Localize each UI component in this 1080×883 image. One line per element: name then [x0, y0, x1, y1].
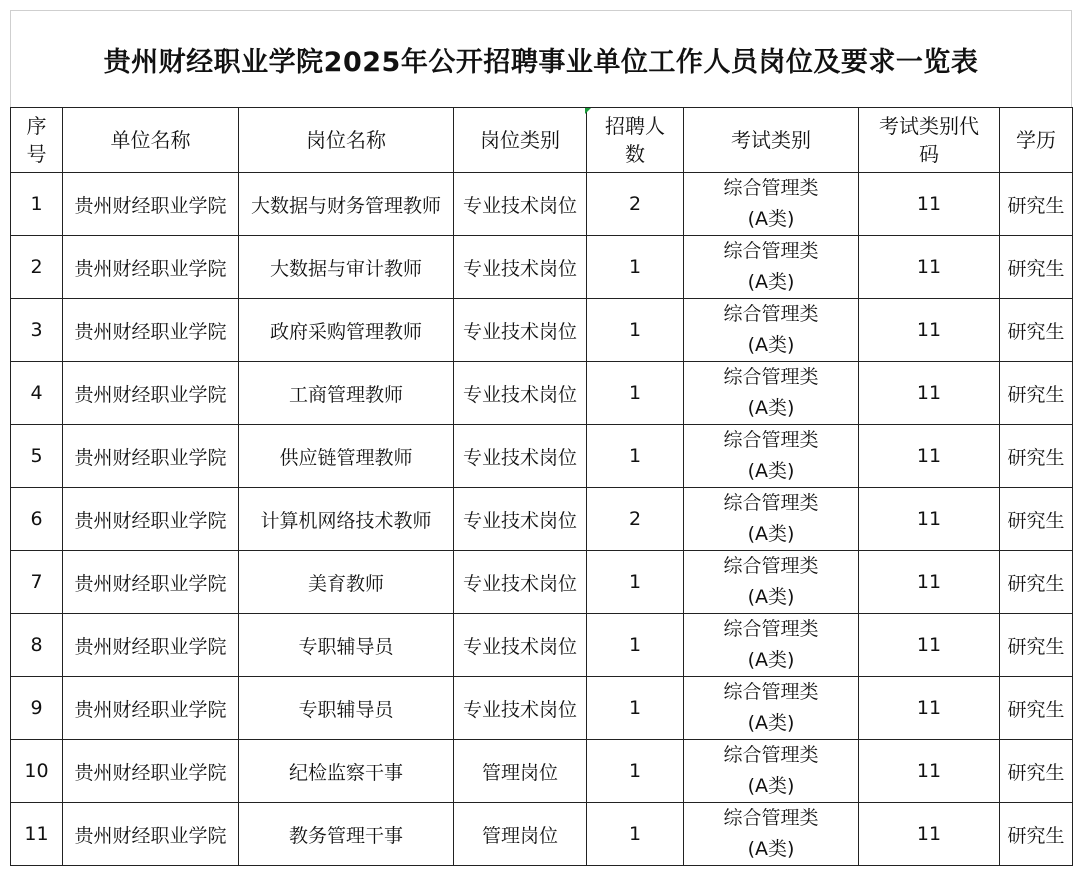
cell-position[interactable]: 工商管理教师	[239, 362, 454, 425]
cell-exam-code[interactable]: 11	[859, 362, 1000, 425]
cell-exam-type[interactable]: 综合管理类 (A类)	[684, 740, 859, 803]
cell-count[interactable]: 1	[587, 803, 684, 866]
cell-position[interactable]: 政府采购管理教师	[239, 299, 454, 362]
cell-education[interactable]: 研究生	[1000, 173, 1073, 236]
cell-no[interactable]: 5	[11, 425, 63, 488]
cell-exam-type[interactable]: 综合管理类 (A类)	[684, 614, 859, 677]
cell-count[interactable]: 1	[587, 299, 684, 362]
cell-category[interactable]: 管理岗位	[454, 740, 587, 803]
cell-exam-type[interactable]: 综合管理类 (A类)	[684, 677, 859, 740]
header-education[interactable]: 学历	[1000, 108, 1073, 173]
cell-education[interactable]: 研究生	[1000, 803, 1073, 866]
cell-category[interactable]: 专业技术岗位	[454, 551, 587, 614]
cell-unit[interactable]: 贵州财经职业学院	[63, 488, 239, 551]
cell-exam-type[interactable]: 综合管理类 (A类)	[684, 425, 859, 488]
cell-category[interactable]: 专业技术岗位	[454, 299, 587, 362]
cell-unit[interactable]: 贵州财经职业学院	[63, 740, 239, 803]
cell-unit[interactable]: 贵州财经职业学院	[63, 362, 239, 425]
table-row	[11, 362, 1073, 425]
table-row	[11, 677, 1073, 740]
cell-education[interactable]: 研究生	[1000, 551, 1073, 614]
cell-position[interactable]: 计算机网络技术教师	[239, 488, 454, 551]
cell-education[interactable]: 研究生	[1000, 488, 1073, 551]
cell-position[interactable]: 供应链管理教师	[239, 425, 454, 488]
cell-no[interactable]: 6	[11, 488, 63, 551]
cell-no[interactable]: 9	[11, 677, 63, 740]
cell-unit[interactable]: 贵州财经职业学院	[63, 614, 239, 677]
cell-education[interactable]: 研究生	[1000, 677, 1073, 740]
cell-exam-code[interactable]: 11	[859, 236, 1000, 299]
header-exam-type[interactable]: 考试类别	[684, 108, 859, 173]
cell-unit[interactable]: 贵州财经职业学院	[63, 551, 239, 614]
header-unit[interactable]: 单位名称	[63, 108, 239, 173]
cell-no[interactable]: 8	[11, 614, 63, 677]
table-row	[11, 425, 1073, 488]
table-row	[11, 488, 1073, 551]
cell-category[interactable]: 专业技术岗位	[454, 677, 587, 740]
cell-category[interactable]: 管理岗位	[454, 803, 587, 866]
cell-exam-type[interactable]: 综合管理类 (A类)	[684, 362, 859, 425]
cell-unit[interactable]: 贵州财经职业学院	[63, 677, 239, 740]
cell-position[interactable]: 大数据与审计教师	[239, 236, 454, 299]
table-row	[11, 614, 1073, 677]
cell-education[interactable]: 研究生	[1000, 362, 1073, 425]
cell-count[interactable]: 1	[587, 425, 684, 488]
cell-comment-marker	[585, 108, 591, 114]
header-exam-code[interactable]: 考试类别代 码	[859, 108, 1000, 173]
cell-no[interactable]: 3	[11, 299, 63, 362]
cell-position[interactable]: 专职辅导员	[239, 677, 454, 740]
cell-education[interactable]: 研究生	[1000, 740, 1073, 803]
cell-exam-type[interactable]: 综合管理类 (A类)	[684, 299, 859, 362]
cell-exam-type[interactable]: 综合管理类 (A类)	[684, 236, 859, 299]
cell-exam-type[interactable]: 综合管理类 (A类)	[684, 173, 859, 236]
cell-category[interactable]: 专业技术岗位	[454, 173, 587, 236]
table-row	[11, 299, 1073, 362]
header-count[interactable]: 招聘人 数	[587, 108, 684, 173]
cell-education[interactable]: 研究生	[1000, 236, 1073, 299]
cell-exam-code[interactable]: 11	[859, 614, 1000, 677]
cell-category[interactable]: 专业技术岗位	[454, 488, 587, 551]
cell-unit[interactable]: 贵州财经职业学院	[63, 236, 239, 299]
cell-category[interactable]: 专业技术岗位	[454, 614, 587, 677]
cell-count[interactable]: 1	[587, 362, 684, 425]
cell-exam-code[interactable]: 11	[859, 551, 1000, 614]
cell-exam-code[interactable]: 11	[859, 740, 1000, 803]
cell-position[interactable]: 专职辅导员	[239, 614, 454, 677]
spreadsheet	[10, 10, 1072, 866]
cell-education[interactable]: 研究生	[1000, 425, 1073, 488]
table-row	[11, 803, 1073, 866]
cell-position[interactable]: 美育教师	[239, 551, 454, 614]
cell-education[interactable]: 研究生	[1000, 614, 1073, 677]
cell-education[interactable]: 研究生	[1000, 299, 1073, 362]
cell-exam-code[interactable]: 11	[859, 803, 1000, 866]
cell-exam-type[interactable]: 综合管理类 (A类)	[684, 803, 859, 866]
cell-exam-code[interactable]: 11	[859, 299, 1000, 362]
page-title: 贵州财经职业学院2025年公开招聘事业单位工作人员岗位及要求一览表	[103, 46, 979, 78]
cell-unit[interactable]: 贵州财经职业学院	[63, 173, 239, 236]
cell-exam-code[interactable]: 11	[859, 173, 1000, 236]
cell-no[interactable]: 2	[11, 236, 63, 299]
cell-unit[interactable]: 贵州财经职业学院	[63, 425, 239, 488]
cell-exam-code[interactable]: 11	[859, 425, 1000, 488]
cell-unit[interactable]: 贵州财经职业学院	[63, 299, 239, 362]
cell-category[interactable]: 专业技术岗位	[454, 362, 587, 425]
table-row	[11, 173, 1073, 236]
cell-category[interactable]: 专业技术岗位	[454, 236, 587, 299]
positions-table	[10, 107, 1073, 866]
table-row	[11, 740, 1073, 803]
cell-exam-code[interactable]: 11	[859, 488, 1000, 551]
cell-no[interactable]: 11	[11, 803, 63, 866]
header-position[interactable]: 岗位名称	[239, 108, 454, 173]
cell-no[interactable]: 1	[11, 173, 63, 236]
cell-count[interactable]: 1	[587, 551, 684, 614]
cell-exam-type[interactable]: 综合管理类 (A类)	[684, 488, 859, 551]
header-row	[11, 108, 1073, 173]
table-row	[11, 551, 1073, 614]
cell-count[interactable]: 1	[587, 614, 684, 677]
cell-count[interactable]: 1	[587, 236, 684, 299]
cell-position[interactable]: 教务管理干事	[239, 803, 454, 866]
cell-exam-type[interactable]: 综合管理类 (A类)	[684, 551, 859, 614]
cell-no[interactable]: 7	[11, 551, 63, 614]
cell-unit[interactable]: 贵州财经职业学院	[63, 803, 239, 866]
header-category[interactable]: 岗位类别	[454, 108, 587, 173]
cell-no[interactable]: 4	[11, 362, 63, 425]
cell-category[interactable]: 专业技术岗位	[454, 425, 587, 488]
title-cell[interactable]	[10, 10, 1072, 107]
table-row	[11, 236, 1073, 299]
cell-position[interactable]: 纪检监察干事	[239, 740, 454, 803]
cell-exam-code[interactable]: 11	[859, 677, 1000, 740]
cell-no[interactable]: 10	[11, 740, 63, 803]
cell-count[interactable]: 1	[587, 677, 684, 740]
cell-count[interactable]: 1	[587, 740, 684, 803]
cell-count[interactable]: 2	[587, 488, 684, 551]
cell-count[interactable]: 2	[587, 173, 684, 236]
cell-position[interactable]: 大数据与财务管理教师	[239, 173, 454, 236]
header-no[interactable]: 序 号	[11, 108, 63, 173]
